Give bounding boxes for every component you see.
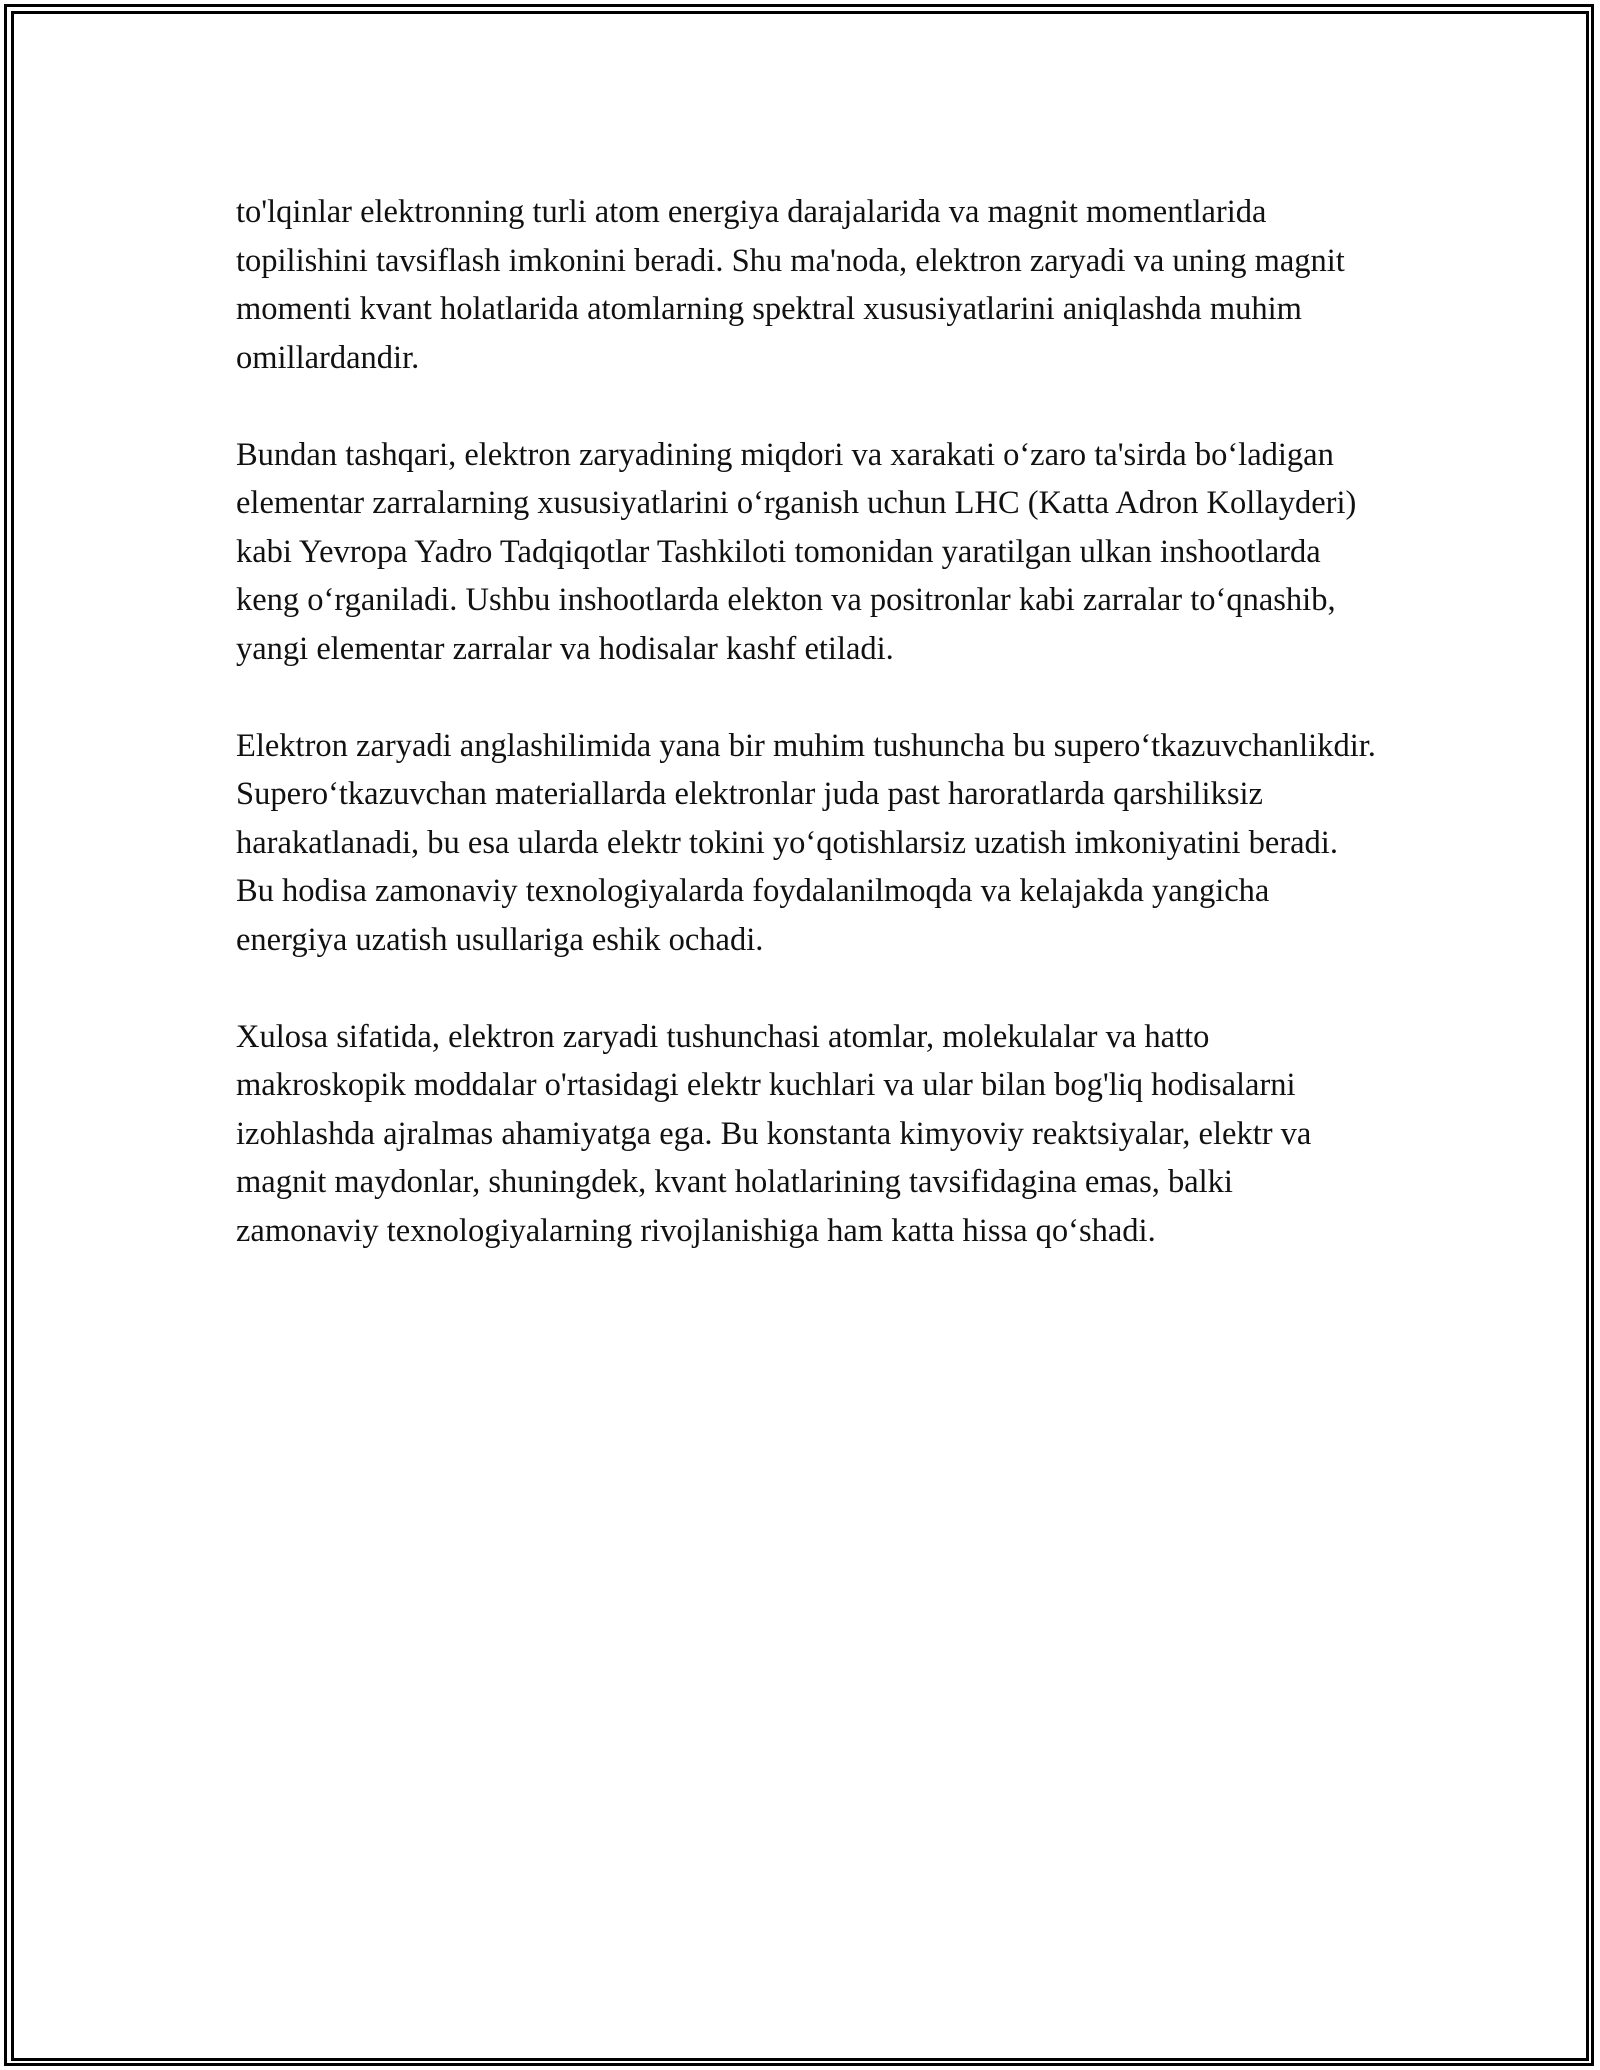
paragraph-2: Bundan tashqari, elektron zaryadining miqdori va xarakati o‘zaro ta'sirda bo‘ladigan elementar zarralarning xususiyatlarini o‘rganish uchun LHC (Katta Adron Kollayderi) kabi Yevropa Yadro Tadqiqotlar Tashkiloti tomonidan yaratilgan ulkan inshootlarda keng o‘rganiladi. Ushbu inshootlarda elekton va positronlar kabi zarralar to‘qnashib, yangi elementar zarralar va hodisalar kashf etiladi.	[236, 436, 1357, 667]
document-body	[236, 188, 1376, 1304]
paragraph-1: to'lqinlar elektronning turli atom energiya darajalarida va magnit momentlarida topilishini tavsiflash imkonini beradi. Shu ma'noda, elektron zaryadi va uning magnit momenti kvant holatlarida atomlarning spektral xususiyatlarini aniqlashda muhim omillardandir.	[236, 194, 1345, 376]
paragraph-3: Elektron zaryadi anglashilimida yana bir muhim tushuncha bu supero‘tkazuvchanlikdir. Supero‘tkazuvchan materiallarda elektronlar juda past haroratlarda qarshiliksiz harakatlanadi, bu esa ularda elektr tokini yo‘qotishlarsiz uzatish imkoniyatini beradi. Bu hodisa zamonaviy texnologiyalarda foydalanilmoqda va kelajakda yangicha energiya uzatish usullariga eshik ochadi.	[236, 727, 1376, 958]
paragraph-4: Xulosa sifatida, elektron zaryadi tushunchasi atomlar, molekulalar va hatto makroskopik moddalar o'rtasidagi elektr kuchlari va ular bilan bog'liq hodisalarni izohlashda ajralmas ahamiyatga ega. Bu konstanta kimyoviy reaktsiyalar, elektr va magnit maydonlar, shuningdek, kvant holatlarining tavsifidagina emas, balki zamonaviy texnologiyalarning rivojlanishiga ham katta hissa qo‘shadi.	[236, 1018, 1312, 1249]
